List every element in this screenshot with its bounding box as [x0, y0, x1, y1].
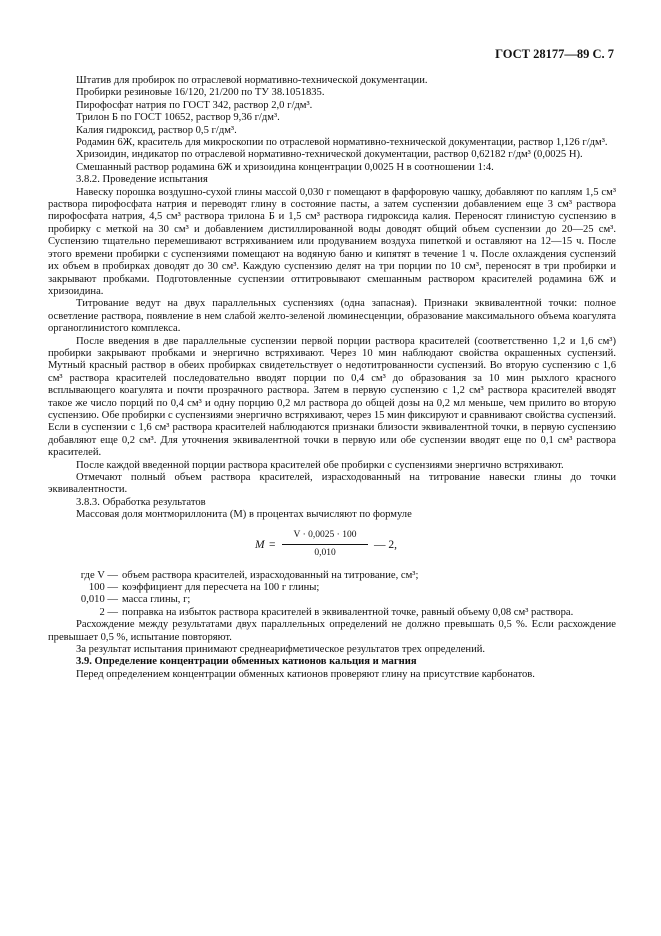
fraction-bar: [282, 544, 368, 545]
page-header: ГОСТ 28177—89 С. 7: [495, 47, 614, 61]
document-body: [48, 75, 616, 681]
legend-description: поправка на избыток раствора красителей в эквивалентной точке, равный объему 0,08 см³ раствора.: [122, 606, 574, 618]
legend-row: [48, 594, 616, 606]
paragraph: Расхождение между результатами двух параллельных определений не должно превышать 0,5 %. Если расхождение превышает 0,5 %, испытание повторяют.: [48, 619, 616, 643]
legend-description: объем раствора красителей, израсходованный на титрование, см³;: [122, 569, 419, 581]
legend-description: коэффициент для пересчета на 100 г глины;: [122, 582, 320, 594]
legend-symbol: 0,010 —: [80, 594, 118, 606]
legend-row: [48, 607, 616, 619]
paragraph: После каждой введенной порции раствора красителей обе пробирки с суспензиями энергично встряхивают.: [76, 459, 564, 471]
paragraph: Родамин 6Ж, краситель для микроскопии по отраслевой нормативно-технической документации, раствор 1,126 г/дм³.: [76, 137, 608, 149]
section-heading-3-8-3: 3.8.3. Обработка результатов: [76, 496, 206, 508]
formula-equals: =: [269, 538, 276, 551]
paragraph: Штатив для пробирок по отраслевой нормативно-технической документации.: [76, 75, 428, 86]
paragraph: Пирофосфат натрия по ГОСТ 342, раствор 2,0 г/дм³.: [76, 99, 313, 111]
paragraph: Хризоидин, индикатор по отраслевой нормативно-технической документации, раствор 0,62182 г/дм³ (0,0025 Н).: [76, 149, 583, 161]
legend-row: [48, 570, 616, 582]
formula-denominator: 0,010: [314, 547, 336, 558]
paragraph: Калия гидроксид, раствор 0,5 г/дм³.: [76, 124, 237, 136]
formula-lhs: M: [255, 538, 265, 551]
legend-symbol: где V —: [80, 569, 118, 581]
legend-symbol: 2 —: [99, 606, 118, 618]
paragraph: Трилон Б по ГОСТ 10652, раствор 9,36 г/дм³.: [76, 112, 280, 124]
legend-description: масса глины, г;: [122, 594, 191, 606]
legend-row: [48, 582, 616, 594]
paragraph: За результат испытания принимают среднеарифметическое результатов трех определений.: [76, 644, 486, 656]
section-heading-3-8-2: 3.8.2. Проведение испытания: [76, 174, 208, 186]
paragraph: Массовая доля монтмориллонита (М) в процентах вычисляют по формуле: [76, 509, 412, 521]
formula-numerator: V · 0,0025 · 100: [293, 529, 357, 540]
formula: [48, 526, 616, 566]
paragraph: Титрование ведут на двух параллельных суспензиях (одна запасная). Признаки эквивалентной точки: полное осветление раствора, появление в нем слабой желто-зеленой люминесценции, образование максимального объема коагулята органоглинистого комплекса.: [48, 298, 616, 335]
paragraph: После введения в две параллельные суспензии первой порции раствора красителей (соответственно 1,2 и 1,6 см³) пробирки закрывают пробками и энергично встряхивают. Через 10 мин наблюдают свойства окрашенных суспензий. Мутный красный раствор в обеих пробирках свидетельствует о недотитрованности суспензий. Во вторую суспензию с 1,6 см³ раствора красителей последовательно вводят порции по 0,4 см³ до образования за 10 мин рыхлого красного всплывающего коагулята и почти прозрачного раствора. Затем в первую суспензию с 1,2 см³ раствора красителей вводят такое же число порций по 0,4 см³ и одну порцию 0,2 мл раствора до общей дозы на 0,2 мл меньше, чем прилито во вторую суспензию. Обе пробирки с суспензиями энергично встряхивают, через 15 мин фиксируют и сравнивают свойства суспензий. Если в суспензии с 1,6 см³ раствора красителей наблюдаются признаки близости эквивалентной точки, в первую суспензию добавляют еще 0,2 см³. Для уточнения эквивалентной точки в первую или обе суспензии вводят еще по 0,1 см³ раствора красителей.: [48, 335, 616, 459]
paragraph: Навеску порошка воздушно-сухой глины массой 0,030 г помещают в фарфоровую чашку, добавляют по каплям 1,5 см³ раствора пирофосфата натрия и переводят глину в состояние пасты, а затем суспензии добавлением еще 3 см³ раствора пирофосфата натрия, 4,5 см³ раствора трилона Б и 1,5 см³ раствора гидроксида калия. Переносят глинистую суспензию в пробирку с меткой на 30 см³ и добавлением дистиллированной воды доводят общий объем суспензии до 20—25 см³. Суспензию тщательно перемешивают встряхиванием или продуванием воздуха пипеткой и оставляют на 12—15 ч. После этого времени пробирки с суспензиями помещают на водяную баню и кипятят в течение 1 ч. После охлаждения суспензий их объем в пробирках доводят до 30 см³. Каждую суспензию делят на три порции по 10 см³, переносят в три пробирки и закрывают пробками. Подготовленные суспензии оттитровывают смешанным раствором красителей родамина 6Ж и хризоидина.: [48, 186, 616, 297]
paragraph: Отмечают полный объем раствора красителей, израсходованный на титрование навески глины до точки эквивалентности.: [48, 472, 616, 496]
paragraph: Пробирки резиновые 16/120, 21/200 по ТУ 38.1051835.: [76, 87, 325, 99]
legend-symbol: 100 —: [88, 582, 118, 594]
formula-tail: — 2,: [374, 538, 397, 551]
formula-legend: [48, 570, 616, 620]
paragraph: Смешанный раствор родамина 6Ж и хризоидина концентрации 0,0025 Н в соотношении 1:4.: [76, 161, 494, 173]
section-heading-3-9: 3.9. Определение концентрации обменных катионов кальция и магния: [76, 656, 417, 668]
paragraph: Перед определением концентрации обменных катионов проверяют глину на присутствие карбонатов.: [76, 668, 535, 680]
